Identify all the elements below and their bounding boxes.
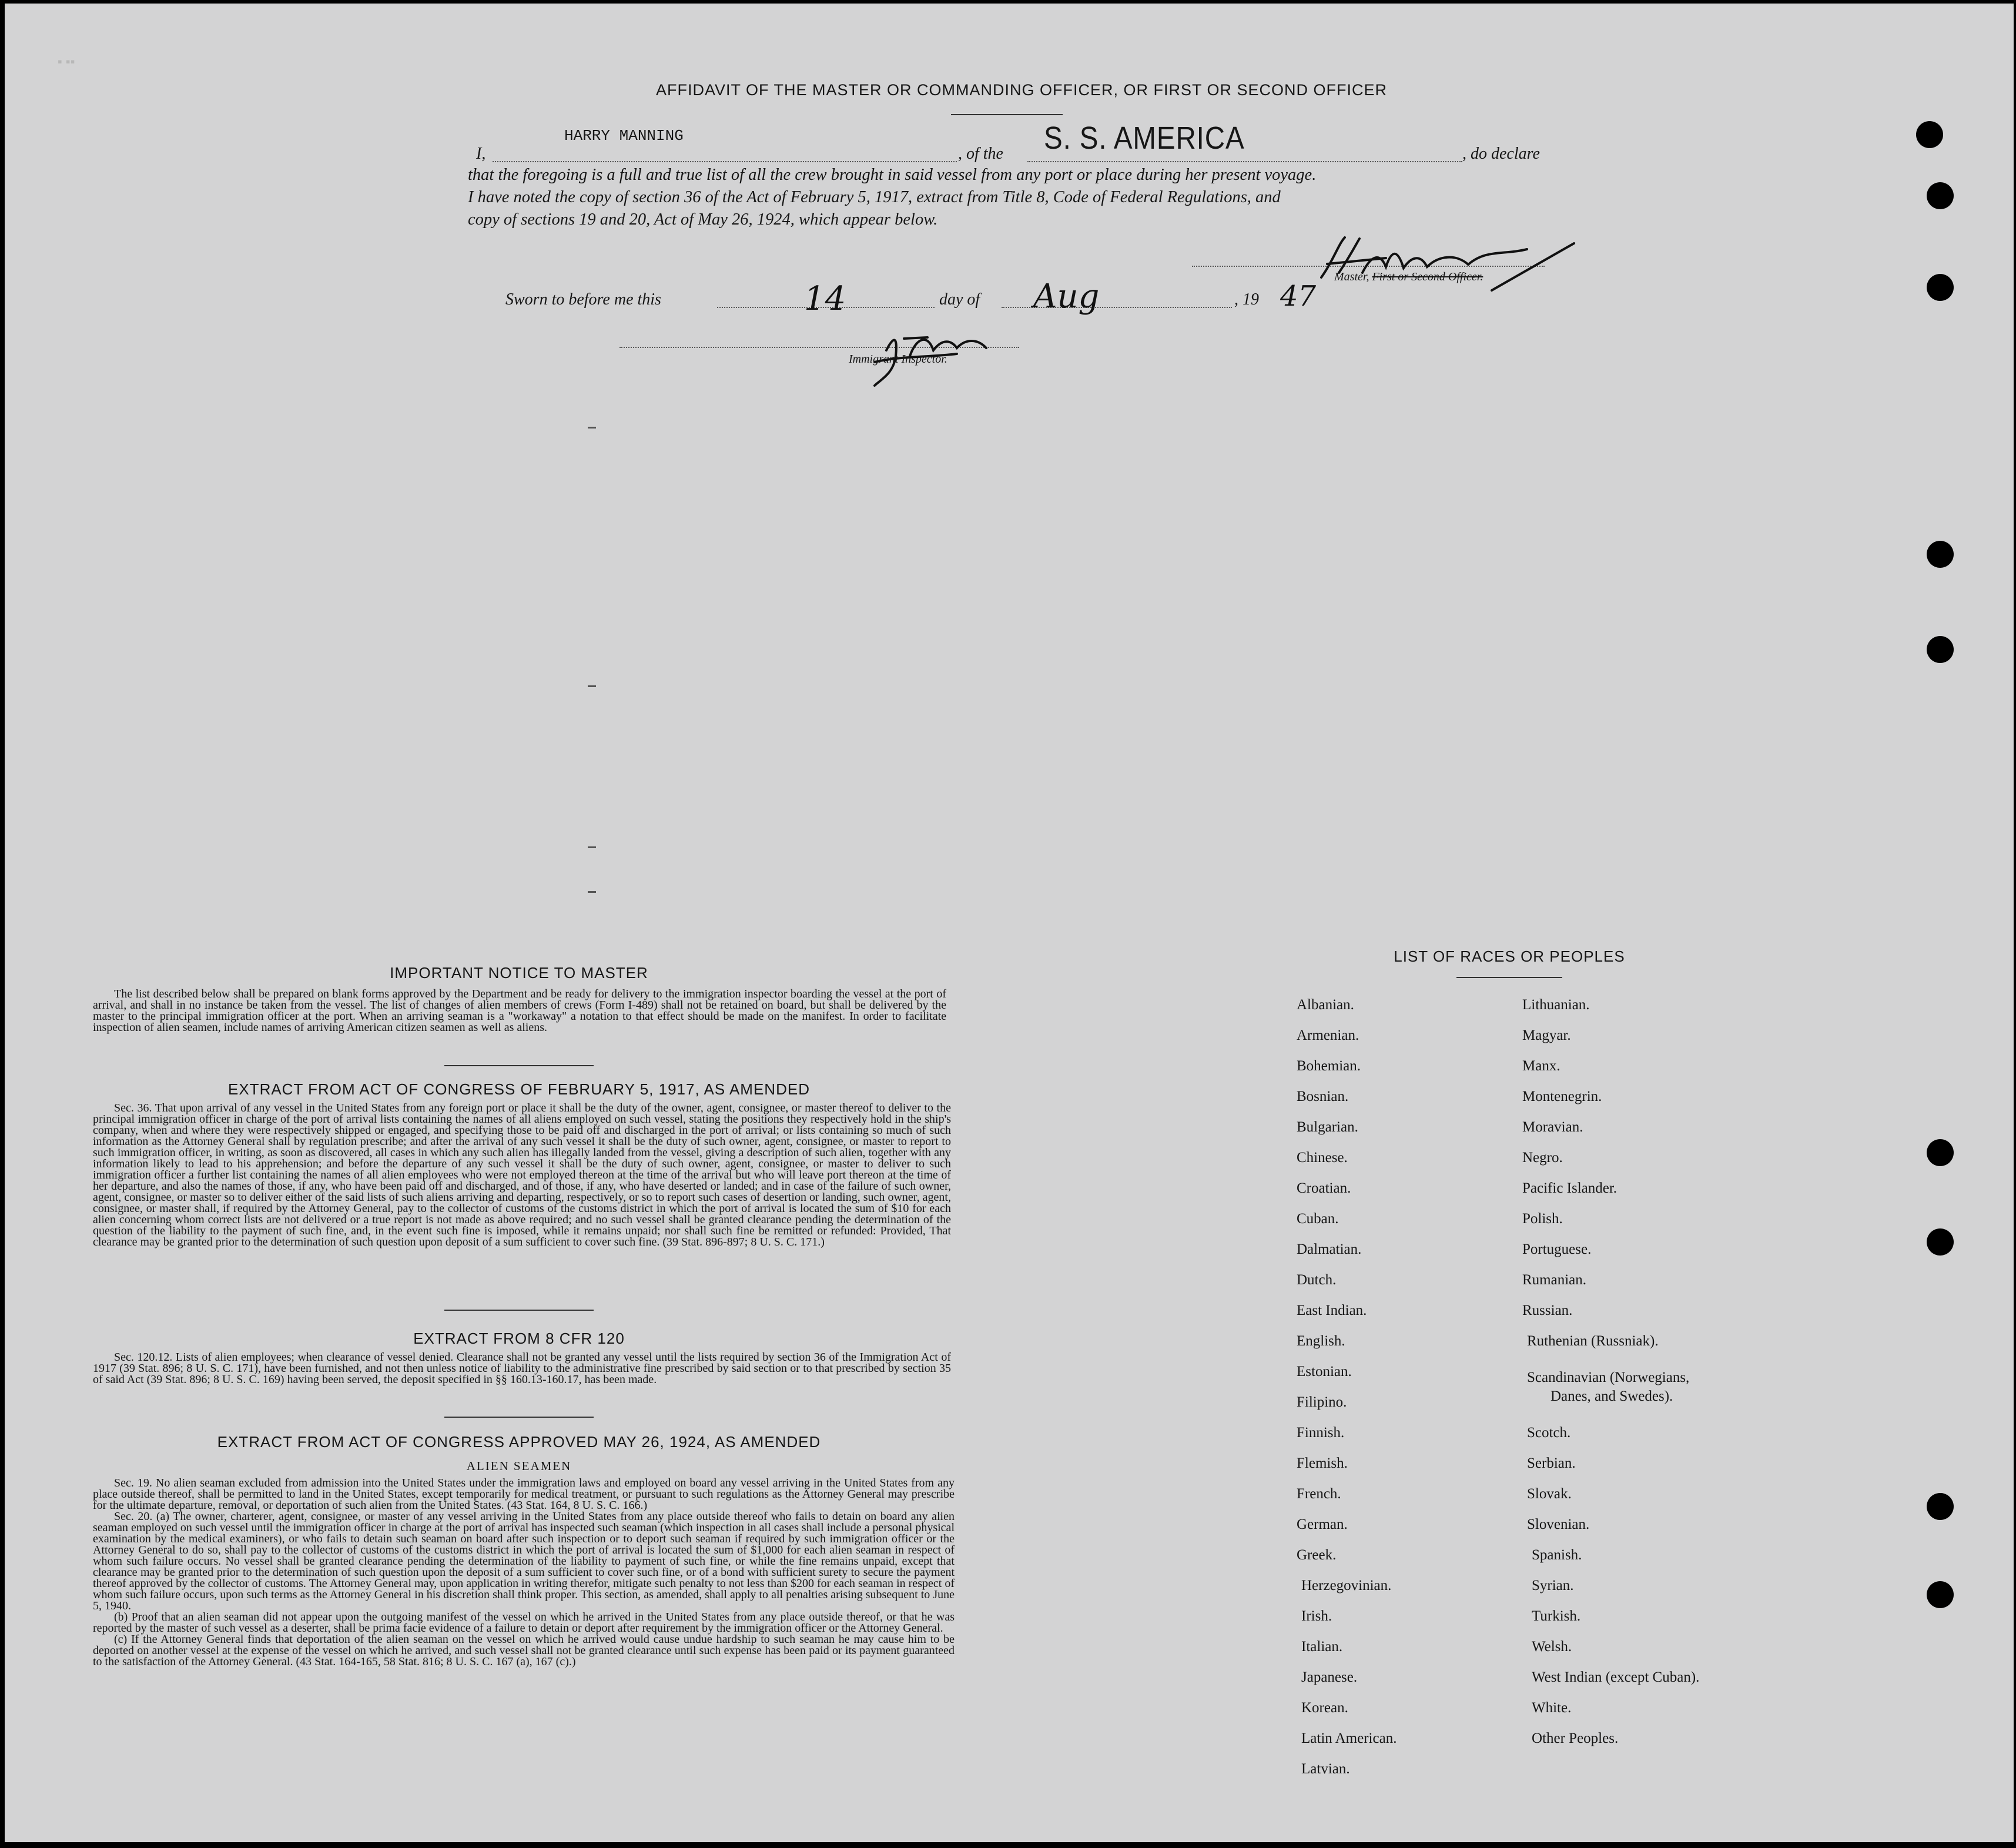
- master-label: Master,: [1334, 270, 1369, 283]
- binder-hole: [1927, 1493, 1954, 1520]
- binder-hole: [1927, 182, 1954, 209]
- alien-seamen-subtitle: ALIEN SEAMEN: [466, 1459, 572, 1473]
- race-item: Portuguese.: [1522, 1241, 1592, 1257]
- name-fill-line: [493, 161, 957, 162]
- extract-cfr-title: EXTRACT FROM 8 CFR 120: [413, 1330, 625, 1347]
- binder-hole: [1927, 1581, 1954, 1608]
- binder-hole: [1927, 636, 1954, 663]
- margin-tick: [588, 891, 596, 893]
- master-signature: [1315, 232, 1586, 302]
- notice-body: [93, 989, 946, 1033]
- race-item: Dalmatian.: [1297, 1241, 1362, 1257]
- races-title: LIST OF RACES OR PEOPLES: [1394, 948, 1625, 965]
- race-item: Chinese.: [1297, 1150, 1348, 1166]
- race-item: East Indian.: [1297, 1303, 1367, 1318]
- race-item: Latin American.: [1301, 1730, 1397, 1746]
- day-of-label: day of: [939, 290, 980, 309]
- race-item: Rumanian.: [1522, 1272, 1587, 1288]
- race-item: Welsh.: [1532, 1639, 1572, 1655]
- race-item: Latvian.: [1301, 1761, 1350, 1777]
- vessel-name-value: S. S. AMERICA: [1044, 120, 1245, 156]
- binder-hole: [1927, 1228, 1954, 1256]
- race-item: Scandinavian (Norwegians,: [1527, 1370, 1690, 1385]
- race-item: Slovak.: [1527, 1486, 1572, 1502]
- race-item: Danes, and Swedes).: [1550, 1388, 1673, 1404]
- binder-hole: [1927, 541, 1954, 568]
- affidavit-line-2: that the foregoing is a full and true list of all the crew brought in said vessel from any port or place during her present voyage.: [468, 166, 1317, 184]
- race-item: Herzegovinian.: [1301, 1578, 1392, 1593]
- sec-19-paragraph: Sec. 19. No alien seaman excluded from admission into the United States under the immigration laws and employed on board any vessel arriving in the United States from any place outside thereof, shall be permitted to land in the United States, except temporarily for medical treatment, or pursuant to such regulations as the Attorney General may prescribe for the ultimate departure, removal, or deportation of such alien from the United States. (43 Stat. 164, 8 U. S. C. 166.): [93, 1477, 955, 1512]
- section-divider: [444, 1310, 594, 1311]
- affidavit-prefix: I,: [476, 145, 486, 163]
- sec-20a-paragraph: Sec. 20. (a) The owner, charterer, agent, consignee, or master of any vessel arriving in the United States from any place outside thereof who fails to detain on board any alien seaman employed on such vessel until the immigration officer in charge at the port of arrival has inspected such seaman (which inspection in all cases shall include a personal physical examination by the medical examiners), or who fails to detain such seaman on board after such inspection or to deport such seaman if required by such immigration officer or the Attorney General to do so, shall pay to the collector of customs of the customs district in which the port of arrival is located the sum of $1,000 for each alien seaman in respect of whom such failure occurs. No vessel shall be granted clearance pending the determination of the liability to payment of such fine, or while the fine remains unpaid, except that clearance may be granted prior to the determination of such question upon the deposit of a sum sufficient to cover such fine, or of a bond with sufficient surety to secure the payment thereof approved by the collector of customs. The Attorney General may, upon application in writing therefor, mitigate such penalty to not less than $200 for each seaman in respect of whom such failure occurs, upon such terms as the Attorney General in his discretion shall think proper. This section, as amended, shall apply to all penalties arising subsequent to June 5, 1940.: [93, 1510, 955, 1612]
- margin-tick: [588, 427, 596, 428]
- race-item: Magyar.: [1522, 1027, 1571, 1043]
- race-item: Syrian.: [1532, 1578, 1574, 1593]
- race-item: Turkish.: [1532, 1608, 1581, 1624]
- race-item: Scotch.: [1527, 1425, 1571, 1441]
- binder-hole: [1927, 1139, 1954, 1166]
- race-item: Slovenian.: [1527, 1516, 1590, 1532]
- race-item: Greek.: [1297, 1547, 1337, 1563]
- sec-20b-paragraph: (b) Proof that an alien seaman did not appear upon the outgoing manifest of the vessel on which he arrived in the United States from any place outside thereof, or that he was reported by the master of such vessel as a deserter, shall be prima facie evidence of a failure to detain or deport after requirement by the immigration officer or the Attorney General.: [93, 1611, 955, 1635]
- extract-1924-title: EXTRACT FROM ACT OF CONGRESS APPROVED MAY 26, 1924, AS AMENDED: [217, 1433, 821, 1451]
- race-item: Flemish.: [1297, 1455, 1348, 1471]
- race-item: Negro.: [1522, 1150, 1563, 1166]
- races-divider: [1456, 977, 1562, 978]
- master-name-value: HARRY MANNING: [564, 127, 684, 145]
- race-item: Pacific Islander.: [1522, 1180, 1618, 1196]
- document-page: [5, 4, 2014, 1842]
- title-divider: [951, 114, 1063, 115]
- sworn-label: Sworn to before me this: [505, 290, 661, 309]
- officer-label-struck: First or Second Officer.: [1372, 270, 1483, 283]
- master-label-group: [1334, 270, 1483, 284]
- extract-1917-body: [93, 1103, 951, 1248]
- sec-120-12-paragraph: Sec. 120.12. Lists of alien employees; when clearance of vessel denied. Clearance shall not be granted any vessel until the lists required by section 36 of the Immigration Act of 1917 (39 Stat. 896; 8 U. S. C. 171), have been furnished, and not then unless notice of liability to the administrative fine prescribed by said section or to that prescribed by section 35 of said Act (39 Stat. 896; 8 U. S. C. 169) having been served, the deposit specified in §§ 160.13-160.17, has been made.: [93, 1351, 951, 1386]
- do-declare-label: , do declare: [1462, 145, 1540, 163]
- race-item: White.: [1532, 1700, 1572, 1716]
- race-item: Russian.: [1522, 1303, 1573, 1318]
- of-the-label: , of the: [958, 145, 1003, 163]
- extract-1924-body: [93, 1478, 955, 1668]
- race-item: French.: [1297, 1486, 1341, 1502]
- race-item: Italian.: [1301, 1639, 1343, 1655]
- race-item: Serbian.: [1527, 1455, 1576, 1471]
- race-item: Bulgarian.: [1297, 1119, 1358, 1135]
- notice-title: IMPORTANT NOTICE TO MASTER: [390, 964, 648, 982]
- margin-tick: [588, 846, 596, 848]
- binder-hole: [1916, 121, 1943, 148]
- race-item: Estonian.: [1297, 1364, 1352, 1380]
- race-item: Albanian.: [1297, 997, 1354, 1013]
- race-item: Croatian.: [1297, 1180, 1351, 1196]
- race-item: Manx.: [1522, 1058, 1560, 1074]
- race-item: German.: [1297, 1516, 1348, 1532]
- extract-cfr-body: [93, 1352, 951, 1385]
- race-item: Armenian.: [1297, 1027, 1359, 1043]
- race-item: Irish.: [1301, 1608, 1332, 1624]
- race-item: Bohemian.: [1297, 1058, 1361, 1074]
- month-value: Aug: [1033, 277, 1100, 316]
- extract-1917-title: EXTRACT FROM ACT OF CONGRESS OF FEBRUARY 5, 1917, AS AMENDED: [228, 1080, 810, 1098]
- race-item: Finnish.: [1297, 1425, 1345, 1441]
- binder-hole: [1927, 274, 1954, 301]
- race-item: Bosnian.: [1297, 1089, 1349, 1104]
- race-item: English.: [1297, 1333, 1345, 1349]
- affidavit-line-4: copy of sections 19 and 20, Act of May 26, 1924, which appear below.: [468, 210, 938, 229]
- sec-20c-paragraph: (c) If the Attorney General finds that deportation of the alien seaman on the vessel on which he arrived would cause undue hardship to such seaman he may cause him to be deported on another vessel at the expense of the vessel on which he arrived, and such vessel shall not be granted clearance until such expense has been paid or its payment guaranteed to the satisfaction of the Attorney General. (43 Stat. 164-165, 58 Stat. 816; 8 U. S. C. 167 (a), 167 (c).): [93, 1633, 955, 1668]
- affidavit-title: AFFIDAVIT OF THE MASTER OR COMMANDING OFFICER, OR FIRST OR SECOND OFFICER: [655, 81, 1388, 99]
- race-item: Filipino.: [1297, 1394, 1347, 1410]
- year-value: 47: [1280, 280, 1317, 313]
- race-item: Moravian.: [1522, 1119, 1583, 1135]
- section-divider: [444, 1065, 594, 1066]
- corner-stamp-mark: ▪ ▪▪: [58, 54, 75, 69]
- race-item: Japanese.: [1301, 1669, 1358, 1685]
- race-item: Korean.: [1301, 1700, 1348, 1716]
- margin-tick: [588, 685, 596, 687]
- day-value: 14: [804, 280, 846, 318]
- race-item: Dutch.: [1297, 1272, 1337, 1288]
- inspector-label: Immigrant Inspector.: [849, 353, 947, 366]
- notice-paragraph: The list described below shall be prepared on blank forms approved by the Department and be ready for delivery to the immigration inspector boarding the vessel at the port of arrival, and shall in no instance be taken from the vessel. The list of changes of alien members of crews (Form I-489) shall not be retained on board, but shall be delivered by the master to the principal immigration officer at the port. When an arriving seaman is a "workaway" a notation to that effect should be made on the manifest. In order to facilitate inspection of alien seamen, include names of arriving American citizen seamen as well as aliens.: [93, 987, 946, 1034]
- race-item: Montenegrin.: [1522, 1089, 1602, 1104]
- race-item: Polish.: [1522, 1211, 1563, 1227]
- year-prefix-label: , 19: [1234, 290, 1259, 309]
- race-item: Other Peoples.: [1532, 1730, 1619, 1746]
- race-item: Lithuanian.: [1522, 997, 1590, 1013]
- race-item: West Indian (except Cuban).: [1532, 1669, 1700, 1685]
- vessel-fill-line: [1027, 161, 1462, 162]
- race-item: Spanish.: [1532, 1547, 1582, 1563]
- section-divider: [444, 1417, 594, 1418]
- sec-36-paragraph: Sec. 36. That upon arrival of any vessel in the United States from any foreign port or place it shall be the duty of the owner, agent, consignee, or master thereof to deliver to the principal immigration officer in charge of the port of arrival lists containing the names of all aliens employed on such vessel, stating the positions they respectively hold in the ship's company, when and where they were respectively shipped or engaged, and specifying those to be paid off and discharged in the port of arrival; or lists containing so much of such information as the Attorney General shall by regulation prescribe; and after the arrival of any such vessel it shall be the duty of such owner, agent, consignee, or master to report to such immigration officer, in writing, as soon as discovered, all cases in which any such alien has illegally landed from the vessel, giving a description of such alien, together with any information likely to lead to his apprehension; and before the departure of any such vessel it shall be the duty of such owner, agent, consignee, or master to deliver to such immigration officer a further list containing the names of all alien employees who were not employed thereon at the time of the arrival but who will leave port thereon at the time of her departure, and also the names of those, if any, who have been paid off and discharged, and of those, if any, who have deserted or landed; and in case of the failure of such owner, agent, consignee, or master so to deliver either of the said lists of such aliens arriving and departing, respectively, or so to report such cases of desertion or landing, such owner, agent, consignee, or master shall, if required by the Attorney General, pay to the collector of customs of the customs district in which the port of arrival is located the sum of $10 for each alien concerning whom correct lists are not delivered or a true report is not made as above required; and no such vessel shall be granted clearance pending the determination of the question of the liability to the payment of such fine, and, in the event such fine is imposed, while it remains unpaid; nor shall such fine be remitted or refunded: Provided, That clearance may be granted prior to the determination of such question upon deposit of a sum sufficient to cover such fine. (39 Stat. 896-897; 8 U. S. C. 171.): [93, 1102, 951, 1248]
- race-item: Ruthenian (Russniak).: [1527, 1333, 1659, 1349]
- affidavit-line-3: I have noted the copy of section 36 of the Act of February 5, 1917, extract from Title 8, Code of Federal Regulations, and: [468, 188, 1281, 206]
- race-item: Cuban.: [1297, 1211, 1339, 1227]
